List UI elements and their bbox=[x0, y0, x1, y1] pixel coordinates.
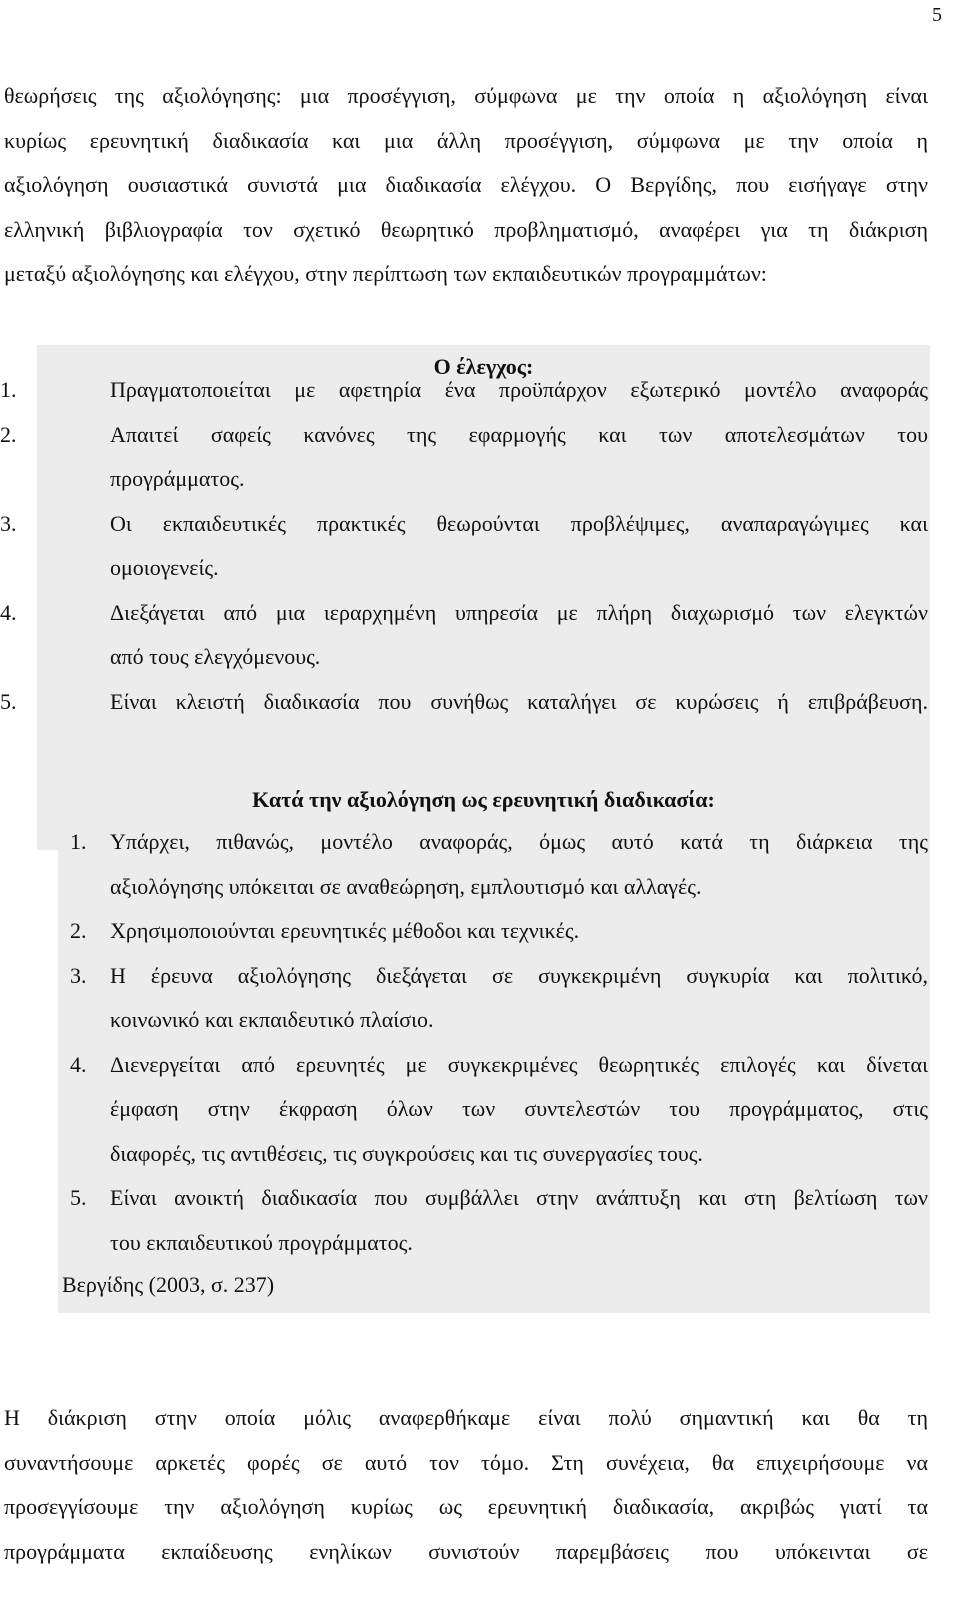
list-item-text bbox=[110, 413, 928, 502]
list-item bbox=[0, 954, 930, 1043]
list-item-line: έμφαση στην έκφραση όλων των συντελεστών του προγράμματος, στις bbox=[110, 1096, 928, 1121]
list-item-line: Είναι ανοικτή διαδικασία που συμβάλλει στην ανάπτυξη και στη βελτίωση των bbox=[110, 1185, 928, 1210]
control-heading: Ο έλεγχος: bbox=[433, 354, 534, 379]
list-item-text bbox=[110, 1176, 928, 1265]
list-item-line: Οι εκπαιδευτικές πρακτικές θεωρούνται προβλέψιμες, αναπαραγώγιμες και bbox=[110, 510, 928, 536]
list-item-text bbox=[110, 502, 928, 591]
list-item-text bbox=[110, 591, 928, 680]
list-item-number: 1. bbox=[70, 829, 87, 854]
evaluation-heading: Κατά την αξιολόγηση ως ερευνητική διαδικασία: bbox=[252, 787, 715, 812]
list-item-line: Η έρευνα αξιολόγησης διεξάγεται σε συγκεκριμένη συγκυρία και πολιτικό, bbox=[110, 962, 928, 988]
list-item bbox=[0, 1043, 930, 1177]
list-item bbox=[0, 680, 930, 725]
list-item-number: 5. bbox=[0, 688, 17, 714]
list-item-text bbox=[110, 909, 928, 954]
list-item-line: κοινωνικό και εκπαιδευτικό πλαίσιο. bbox=[110, 1007, 434, 1032]
evaluation-list bbox=[0, 820, 930, 1265]
list-item-number: 4. bbox=[70, 1051, 87, 1077]
page-number: 5 bbox=[932, 4, 942, 26]
list-item-number: 3. bbox=[0, 510, 17, 536]
list-item-line: διαφορές, τις αντιθέσεις, τις συγκρούσεις και τις συνεργασίες τους. bbox=[110, 1140, 703, 1166]
list-item-text bbox=[110, 820, 928, 909]
list-item-line: προγράμματος. bbox=[110, 466, 245, 491]
list-item bbox=[0, 502, 930, 591]
list-item-line: Χρησιμοποιούνται ερευνητικές μέθοδοι και τεχνικές. bbox=[110, 918, 580, 943]
list-item bbox=[0, 909, 930, 954]
list-item-number: 2. bbox=[0, 421, 17, 447]
list-item-line: ομοιογενείς. bbox=[110, 555, 219, 580]
list-item-number: 5. bbox=[70, 1185, 87, 1210]
intro-paragraph bbox=[4, 74, 928, 297]
list-item-text bbox=[110, 1043, 928, 1177]
list-item-line: Υπάρχει, πιθανώς, μοντέλο αναφοράς, όμως αυτό κατά τη διάρκεια της bbox=[110, 829, 928, 854]
intro-line: ελληνική βιβλιογραφία τον σχετικό θεωρητικό προβληματισμό, αναφέρει για τη διάκριση bbox=[4, 216, 928, 242]
list-item-text: Είναι κλειστή διαδικασία που συνήθως καταλήγει σε κυρώσεις ή επιβράβευση. bbox=[110, 688, 928, 714]
list-item bbox=[0, 413, 930, 502]
intro-line: θεωρήσεις της αξιολόγησης: μια προσέγγιση, σύμφωνα με την οποία η αξιολόγηση είναι bbox=[4, 83, 928, 108]
list-item bbox=[0, 368, 930, 413]
closing-line: συναντήσουμε αρκετές φορές σε αυτό τον τόμο. Στη συνέχεια, θα επιχειρήσουμε να bbox=[4, 1449, 928, 1475]
list-item bbox=[0, 1176, 930, 1265]
list-item-line: του εκπαιδευτικού προγράμματος. bbox=[110, 1229, 413, 1255]
list-item-text bbox=[110, 954, 928, 1043]
closing-paragraph bbox=[4, 1396, 928, 1574]
intro-line: κυρίως ερευνητική διαδικασία και μια άλλη προσέγγιση, σύμφωνα με την οποία η bbox=[4, 127, 928, 153]
list-item bbox=[0, 820, 930, 909]
list-item-number: 3. bbox=[70, 962, 87, 988]
list-item-number: 2. bbox=[70, 918, 87, 943]
list-item-line: Διεξάγεται από μια ιεραρχημένη υπηρεσία με πλήρη διαχωρισμό των ελεγκτών bbox=[110, 599, 928, 625]
citation: Βεργίδης (2003, σ. 237) bbox=[62, 1272, 275, 1297]
intro-last-line: μεταξύ αξιολόγησης και ελέγχου, στην περίπτωση των εκπαιδευτικών προγραμμάτων: bbox=[4, 261, 767, 286]
list-item-line: Διενεργείται από ερευνητές με συγκεκριμένες θεωρητικές επιλογές και δίνεται bbox=[110, 1051, 928, 1077]
intro-line: αξιολόγηση ουσιαστικά συνιστά μια διαδικασία ελέγχου. Ο Βεργίδης, που εισήγαγε στην bbox=[4, 172, 928, 197]
closing-line: προσεγγίσουμε την αξιολόγηση κυρίως ως ερευνητική διαδικασία, ακριβώς γιατί τα bbox=[4, 1494, 928, 1519]
closing-line: προγράμματα εκπαίδευσης ενηλίκων συνιστούν παρεμβάσεις που υπόκεινται σε bbox=[4, 1538, 928, 1564]
list-item-line: Απαιτεί σαφείς κανόνες της εφαρμογής και των αποτελεσμάτων του bbox=[110, 421, 928, 447]
list-item-number: 4. bbox=[0, 599, 17, 625]
list-item bbox=[0, 591, 930, 680]
closing-line: Η διάκριση στην οποία μόλις αναφερθήκαμε είναι πολύ σημαντική και θα τη bbox=[4, 1405, 928, 1430]
control-list bbox=[0, 368, 930, 724]
list-item-text: Πραγματοποιείται με αφετηρία ένα προϋπάρχον εξωτερικό μοντέλο αναφοράς bbox=[110, 377, 928, 402]
list-item-number: 1. bbox=[0, 377, 17, 402]
list-item-line: από τους ελεγχόμενους. bbox=[110, 644, 321, 669]
list-item-line: αξιολόγησης υπόκειται σε αναθεώρηση, εμπλουτισμό και αλλαγές. bbox=[110, 873, 702, 899]
